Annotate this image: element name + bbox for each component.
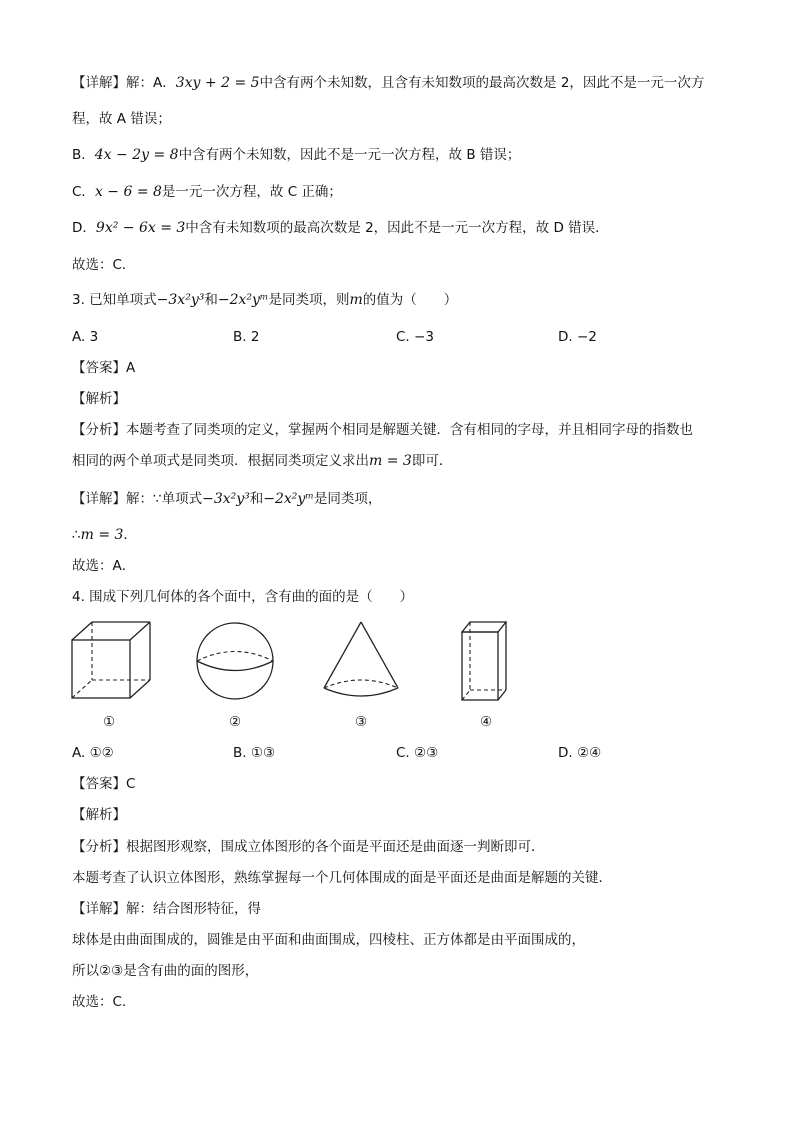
q4-analysis-line2: 本题考查了认识立体图形，熟练掌握每一个几何体围成的面是平面还是曲面是解题的关键． [72,870,612,886]
q3-answer: 【答案】A [72,360,136,376]
sphere-figure [192,618,278,704]
q2-option-c-equation: x − 6 = 8 [94,184,162,200]
q2-detail-option-b: B．4x − 2y = 8中含有两个未知数，因此不是一元一次方程，故 B 错误； [72,147,521,163]
q3-term1: −3x²y³ [156,292,205,308]
q3-choice: 故选：A． [72,558,136,574]
q4-analysis-line1: 【分析】根据图形观察，围成立体图形的各个面是平面还是曲面逐一判断即可． [72,839,545,855]
q2-detail-option-d: D．9x² − 6x = 3中含有未知数项的最高次数是 2，因此不是一元一次方程，故 D 错误． [72,220,609,236]
q3-therefore: ∴m = 3． [72,527,137,543]
q3-analysis-equation: m = 3 [369,453,412,469]
q3-option-c: C. −3 [396,329,434,345]
figure-label-4: ④ [479,714,493,730]
q2-option-a-equation: 3xy + 2 = 5 [175,75,260,91]
q4-stem: 4. 围成下列几何体的各个面中，含有曲的面的是（ ） [72,589,414,605]
q3-analysis-label: 【解析】 [72,391,126,407]
q3-stem: 3. 已知单项式−3x²y³和−2x²yᵐ是同类项，则m的值为（ ） [72,292,458,308]
q3-detail: 【详解】解：∵单项式−3x²y³和−2x²yᵐ是同类项， [72,491,382,507]
figure-label-3: ③ [354,714,368,730]
q3-option-d: D. −2 [558,329,597,345]
q3-option-b: B. 2 [233,329,260,345]
q4-detail-line2: 球体是由曲面围成的，圆锥是由平面和曲面围成，四棱柱、正方体都是由平面围成的， [72,932,585,948]
q2-detail-line1: 【详解】解：A．3xy + 2 = 5中含有两个未知数，且含有未知数项的最高次数是 2，因此不是一元一次方 [72,75,705,91]
q2-detail-line2: 程，故 A 错误； [72,111,171,127]
q3-term2: −2x²yᵐ [217,292,269,308]
q4-option-d: D. ②④ [558,745,602,761]
q4-option-b: B. ①③ [233,745,276,761]
q4-option-c: C. ②③ [396,745,439,761]
q3-analysis-line1: 【分析】本题考查了同类项的定义，掌握两个相同是解题关键．含有相同的字母，并且相同字母的指数也 [72,422,693,438]
q3-variable: m [349,292,363,308]
q2-option-d-equation: 9x² − 6x = 3 [95,220,186,236]
q3-option-a: A. 3 [72,329,99,345]
prism-figure [456,618,516,704]
figure-label-1: ① [102,714,116,730]
q4-option-a: A. ①② [72,745,114,761]
q2-detail-option-c: C．x − 6 = 8是一元一次方程，故 C 正确； [72,184,342,200]
q2-choice: 故选：C． [72,257,136,273]
q4-detail-line3: 所以②③是含有曲的面的图形， [72,963,259,979]
q4-answer: 【答案】C [72,776,136,792]
cube-figure [66,618,158,704]
cone-figure [318,618,404,704]
q4-analysis-label: 【解析】 [72,807,126,823]
q4-choice: 故选：C. [72,994,127,1010]
figure-label-2: ② [228,714,242,730]
q3-analysis-line2: 相同的两个单项式是同类项．根据同类项定义求出m = 3即可． [72,453,453,469]
q3-detail-term1: −3x²y³ [202,491,250,507]
q3-therefore-equation: m = 3 [80,527,124,543]
q3-detail-term2: −2x²yᵐ [263,491,314,507]
q4-detail-line1: 【详解】解：结合图形特征，得 [72,901,261,917]
q2-option-b-equation: 4x − 2y = 8 [94,147,179,163]
